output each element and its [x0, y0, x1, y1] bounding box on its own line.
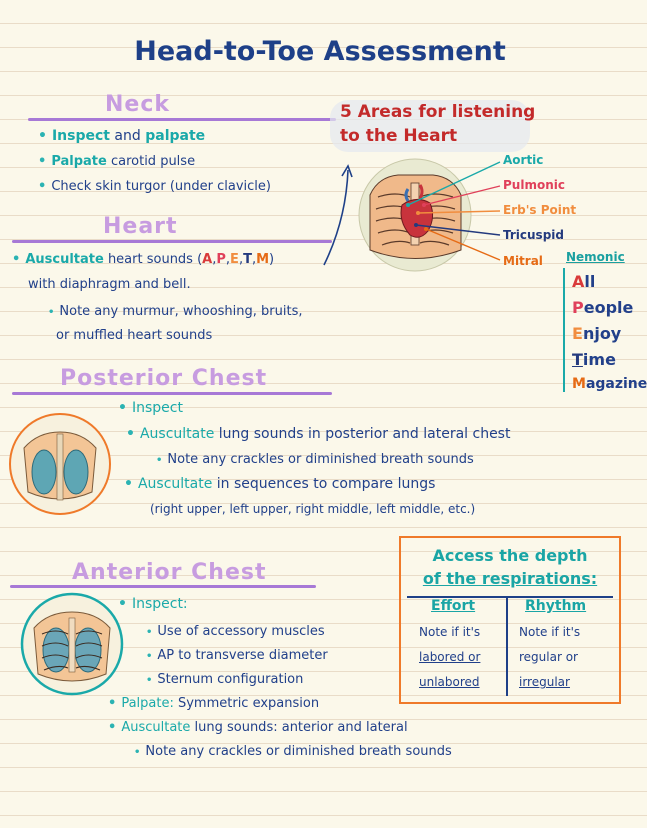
area-label-erbs-point: Erb's Point	[503, 203, 577, 217]
posterior-sequence-detail: (right upper, left upper, right middle, left middle, etc.)	[150, 502, 476, 516]
posterior-auscultate: • Auscultate lung sounds in posterior and lateral chest	[126, 426, 511, 442]
anterior-chest-illustration	[20, 592, 124, 696]
page-title: Head-to-Toe Assessment	[134, 36, 506, 67]
effort-heading: Effort	[431, 598, 476, 614]
anterior-item-2: • AP to transverse diameter	[146, 648, 328, 663]
neck-item-3: • Check skin turgor (under clavicle)	[38, 179, 271, 194]
mnemonic-word-magazine: Magazine	[572, 376, 647, 392]
heart-underline	[12, 240, 332, 243]
area-label-mitral: Mitral	[503, 254, 543, 268]
areas-title-1: 5 Areas for listening	[340, 102, 536, 122]
mnemonic-bar	[563, 268, 565, 392]
areas-title-2: to the Heart	[340, 126, 458, 146]
arrow-to-diagram	[318, 160, 358, 270]
anterior-heading: Anterior Chest	[72, 560, 267, 585]
anterior-auscultate: • Auscultate lung sounds: anterior and lateral	[108, 720, 408, 735]
depth-title-1: Access the depth	[432, 546, 588, 565]
depth-divider-v	[506, 596, 508, 696]
posterior-heading: Posterior Chest	[60, 366, 268, 391]
mnemonic-word-enjoy: Enjoy	[572, 324, 622, 343]
anterior-palpate: • Palpate: Symmetric expansion	[108, 696, 320, 711]
posterior-underline	[12, 392, 332, 395]
neck-underline	[28, 118, 336, 121]
heart-note-2: or muffled heart sounds	[56, 328, 213, 343]
mnemonic-word-all: All	[572, 272, 596, 291]
effort-text: Note if it's labored or unlabored	[419, 625, 481, 689]
neck-heading: Neck	[105, 92, 171, 117]
heart-heading: Heart	[103, 214, 178, 239]
posterior-sequence: • Auscultate in sequences to compare lungs	[124, 476, 436, 492]
posterior-note: • Note any crackles or diminished breath sounds	[156, 452, 474, 467]
area-connector-lines	[400, 150, 510, 270]
area-label-aortic: Aortic	[503, 153, 544, 167]
posterior-chest-illustration	[8, 412, 112, 516]
heart-note-1: • Note any murmur, whooshing, bruits,	[48, 304, 303, 319]
area-label-tricuspid: Tricuspid	[503, 228, 564, 242]
neck-item-2: • Palpate carotid pulse	[38, 154, 196, 169]
mnemonic-word-people: People	[572, 298, 634, 317]
rhythm-heading: Rhythm	[525, 598, 587, 614]
anterior-note: • Note any crackles or diminished breath sounds	[134, 744, 452, 759]
mnemonic-title: Nemonic	[566, 250, 625, 264]
heart-line-1: • Auscultate heart sounds (A,P,E,T,M)	[12, 252, 275, 267]
anterior-item-1: • Use of accessory muscles	[146, 624, 325, 639]
anterior-item-3: • Sternum configuration	[146, 672, 304, 687]
neck-item-1: • Inspect and palpate	[38, 128, 206, 144]
depth-title-2: of the respirations:	[422, 569, 598, 588]
anterior-underline	[10, 585, 316, 588]
mnemonic-word-time: Time	[572, 350, 616, 369]
rhythm-text: Note if it's regular or irregular	[519, 625, 581, 689]
heart-line-2: with diaphragm and bell.	[28, 277, 191, 292]
respiration-depth-box	[399, 536, 621, 704]
posterior-inspect: • Inspect	[118, 400, 183, 416]
anterior-inspect: • Inspect:	[118, 596, 188, 612]
area-label-pulmonic: Pulmonic	[503, 178, 565, 192]
